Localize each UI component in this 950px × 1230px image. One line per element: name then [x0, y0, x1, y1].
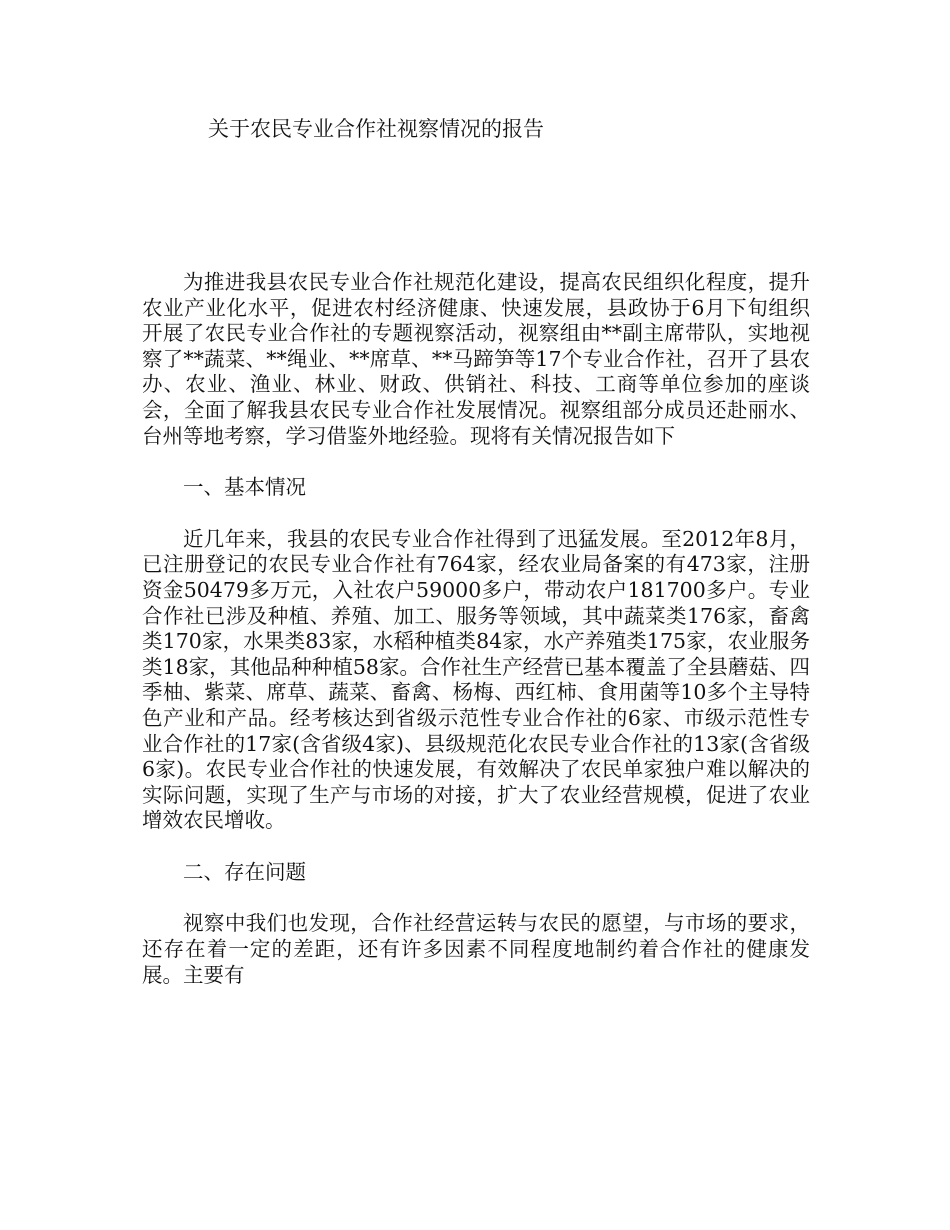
existing-problems-paragraph: 视察中我们也发现，合作社经营运转与农民的愿望，与市场的要求，还存在着一定的差距，还有许多因素不同程度地制约着合作社的健康发展。主要有: [142, 911, 810, 987]
basic-situation-paragraph: 近几年来，我县的农民专业合作社得到了迅猛发展。至2012年8月，已注册登记的农民专业合作社有764家，经农业局备案的有473家，注册资金50479多万元，入社农户59000多户，带动农户181700多户。专业合作社已涉及种植、养殖、加工、服务等领域，其中蔬菜类176家，畜禽类170家，水果类83家，水稻种植类84家，水产养殖类175家，农业服务类18家，其他品种种植58家。合作社生产经营已基本覆盖了全县蘑菇、四季柚、紫菜、席草、蔬菜、畜禽、杨梅、西红柿、食用菌等10多个主导特色产业和产品。经考核达到省级示范性专业合作社的6家、市级示范性专业合作社的17家(含省级4家)、县级规范化农民专业合作社的13家(含省级6家)。农民专业合作社的快速发展，有效解决了农民单家独户难以解决的实际问题，实现了生产与市场的对接，扩大了农业经营规模，促进了农业增效农民增收。: [142, 526, 810, 833]
section-heading-existing-problems: 二、存在问题: [183, 859, 306, 884]
document-body: [142, 270, 810, 1014]
section-heading-basic-situation: 一、基本情况: [183, 475, 306, 500]
intro-paragraph: 为推进我县农民专业合作社规范化建设，提高农民组织化程度，提升农业产业化水平，促进农村经济健康、快速发展，县政协于6月下旬组织开展了农民专业合作社的专题视察活动，视察组由**副主席带队，实地视察了**蔬菜、**绳业、**席草、**马蹄笋等17个专业合作社，召开了县农办、农业、渔业、林业、财政、供销社、科技、工商等单位参加的座谈会，全面了解我县农民专业合作社发展情况。视察组部分成员还赴丽水、台州等地考察，学习借鉴外地经验。现将有关情况报告如下: [142, 270, 810, 448]
document-title: 关于农民专业合作社视察情况的报告: [208, 117, 544, 141]
